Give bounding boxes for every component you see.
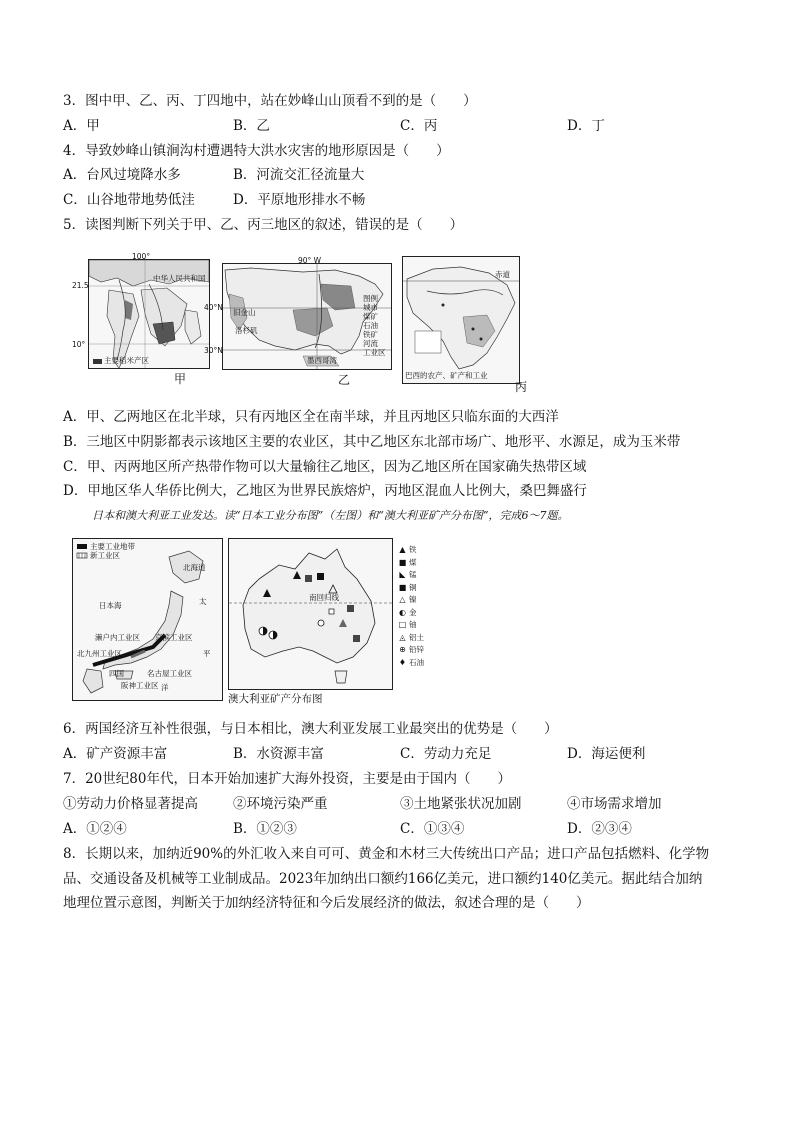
legend-lead-zinc-label: 铅锌: [409, 645, 424, 654]
map-yi: [222, 263, 392, 370]
australia-legend: [398, 544, 424, 669]
map-yi-legend: [363, 294, 386, 357]
japan-legend-new: 新工业区: [90, 551, 120, 560]
q7-option-c[interactable]: C．①③④: [400, 821, 465, 837]
map-jia-lat2: 10°: [72, 340, 86, 349]
legend-lead-zinc: [398, 644, 424, 657]
japan-label-shikoku: 四国: [109, 669, 124, 678]
australia-mineral-map: [228, 538, 393, 690]
japan-label-keihin: 京滨工业区: [155, 633, 193, 642]
q6-option-b[interactable]: B．水资源丰富: [233, 746, 324, 762]
q7-stem: 7．20世纪80年代，日本开始加速扩大海外投资，主要是由于国内（ ）: [63, 771, 511, 787]
legend-oil: [398, 657, 424, 670]
q6-option-a[interactable]: A．矿产资源丰富: [63, 746, 168, 762]
australia-map-caption: 澳大利亚矿产分布图: [228, 693, 323, 705]
q4-option-d[interactable]: D．平原地形排水不畅: [233, 192, 366, 208]
legend-manganese: [398, 569, 424, 582]
q7-item-1: ①劳动力价格显著提高: [63, 796, 198, 812]
q7-item-3: ③土地紧张状况加剧: [400, 796, 522, 812]
map-jia-legend-text: 主要稻米产区: [104, 356, 149, 365]
japan-label-pacific-3: 洋: [161, 683, 169, 692]
q3-stem: 3．图中甲、乙、丙、丁四地中，站在妙峰山山顶看不到的是（ ）: [63, 93, 477, 109]
map-yi-lon: 90° W: [298, 256, 322, 265]
map-yi-legend-iron: 铁矿: [363, 330, 378, 339]
q7-option-d[interactable]: D．②③④: [567, 821, 632, 837]
legend-iron-label: 铁: [409, 545, 417, 554]
q5-stem: 5．读图判断下列关于甲、乙、丙三地区的叙述，错误的是（ ）: [63, 217, 464, 233]
legend-nickel: [398, 594, 424, 607]
legend-copper-label: 铜: [409, 582, 417, 592]
map-yi-caption: 乙: [338, 373, 351, 387]
q4-option-a[interactable]: A．台风过境降水多: [63, 167, 181, 183]
map-yi-place-la: 洛杉矶: [235, 326, 258, 335]
map-jia: [88, 259, 210, 369]
q3-option-a[interactable]: A．甲: [63, 118, 100, 134]
japan-label-nagoya: 名古屋工业区: [147, 669, 192, 678]
map-bing: [402, 256, 520, 384]
map-bing-equator: 赤道: [495, 270, 510, 279]
map-jia-caption: 甲: [174, 372, 187, 386]
map-yi-place-sf: 旧金山: [233, 308, 256, 317]
legend-bauxite-label: 铝土: [409, 632, 424, 642]
legend-uranium: [398, 619, 424, 632]
q3-option-c[interactable]: C．丙: [400, 118, 438, 134]
q5-option-a[interactable]: A．甲、乙两地区在北半球，只有丙地区全在南半球，并且丙地区只临东面的大西洋: [63, 409, 559, 425]
map-yi-legend-industry: 工业区: [363, 348, 386, 357]
map-bing-caption: 丙: [515, 380, 528, 394]
q6-option-d[interactable]: D．海运便利: [567, 746, 646, 762]
australia-map-graphic: [229, 539, 392, 689]
q3-option-d[interactable]: D．丁: [567, 118, 605, 134]
flag-icon: ◣: [399, 570, 406, 579]
q5-option-d[interactable]: D．甲地区华人华侨比例大，乙地区为世界民族熔炉，丙地区混血人比例大，桑巴舞盛行: [63, 483, 587, 499]
triangle-outline-icon: △: [399, 595, 406, 604]
legend-gold: [398, 607, 424, 620]
q5-option-c[interactable]: C．甲、丙两地区所产热带作物可以大量输往乙地区，因为乙地区所在国家确失热带区域: [63, 459, 587, 475]
triangle-dot-icon: ◬: [399, 632, 406, 642]
japan-label-hanshin: 阪神工业区: [121, 681, 159, 690]
q4-option-c[interactable]: C．山谷地带地势低洼: [63, 192, 195, 208]
map-yi-lat2: 30°N: [204, 346, 223, 355]
map-jia-lon: 100°: [132, 252, 151, 261]
map-yi-legend-city: 城市: [363, 303, 378, 312]
map-yi-lat1: 40°N: [204, 303, 223, 312]
square-filled-icon: ■: [398, 557, 407, 567]
japan-label-pacific-2: 平: [203, 649, 211, 658]
square-outline-icon: □: [398, 620, 407, 629]
map-yi-place-gulf: 墨西哥湾: [307, 356, 337, 365]
japan-label-sea: 日本海: [99, 601, 122, 610]
q5-option-b[interactable]: B．三地区中阴影都表示该地区主要的农业区，其中乙地区东北部市场广、地形平、水源足，成为玉米带: [63, 434, 681, 450]
q8-line-3: 地理位置示意图，判断关于加纳经济特征和今后发展经济的做法，叙述合理的是（ ）: [63, 895, 590, 911]
australia-tropic-label: 南回归线: [309, 593, 339, 602]
legend-nickel-label: 镍: [409, 595, 417, 604]
q6-stem: 6．两国经济互补性很强，与日本相比，澳大利亚发展工业最突出的优势是（ ）: [63, 721, 558, 737]
map-jia-lat1: 21.5: [72, 281, 89, 290]
japan-label-hokkaido: 北海道: [183, 563, 206, 572]
legend-gold-label: 金: [409, 607, 417, 617]
legend-iron: [398, 544, 424, 557]
q7-item-4: ④市场需求增加: [567, 796, 662, 812]
japan-label-kitakyushu: 北九州工业区: [77, 649, 122, 658]
map-yi-legend-title: 图例: [363, 294, 378, 303]
triangle-filled-icon: ▲: [399, 545, 406, 554]
japan-legend-main: 主要工业地带: [90, 542, 135, 551]
japan-legend-swatch-main: [77, 544, 87, 549]
legend-coal: [398, 557, 424, 570]
legend-uranium-label: 铀: [409, 620, 417, 629]
japan-industry-map: [72, 538, 223, 701]
q7-item-2: ②环境污染严重: [233, 796, 328, 812]
half-circle-icon: ◐: [399, 607, 406, 617]
q7-option-b[interactable]: B．①②③: [233, 821, 297, 837]
legend-bauxite: [398, 632, 424, 645]
q6-option-c[interactable]: C．劳动力充足: [400, 746, 492, 762]
map-yi-legend-coal: 煤矿: [363, 312, 378, 321]
q8-line-2: 品、交通设备及机械等工业制成品。2023年加纳出口额约166亿美元，进口额约140亿美元。据此结合加纳: [63, 871, 703, 887]
drop-icon: ♦: [398, 657, 407, 667]
legend-manganese-label: 锰: [409, 570, 417, 579]
square-black-icon: ■: [398, 582, 407, 592]
q3-option-b[interactable]: B．乙: [233, 118, 270, 134]
legend-oil-label: 石油: [409, 657, 424, 667]
map-yi-legend-river: 河流: [363, 339, 378, 348]
q6-7-lead: 日本和澳大利亚工业发达。读“日本工业分布图”（左图）和“澳大利亚矿产分布图”，完成6～7题。: [92, 509, 569, 522]
japan-label-setouchi: 濑户内工业区: [95, 633, 140, 642]
map-jia-legend-swatch: [93, 359, 102, 364]
legend-copper: [398, 582, 424, 595]
legend-coal-label: 煤: [409, 557, 417, 567]
q4-option-b[interactable]: B．河流交汇径流量大: [233, 167, 365, 183]
map-jia-inset-label: 中华人民共和国: [153, 274, 206, 283]
map-jia-legend: [93, 356, 149, 365]
q8-line-1: 8．长期以来，加纳近90%的外汇收入来自可可、黄金和木材三大传统出口产品；进口产品包括燃料、化学物: [63, 846, 710, 862]
circle-cross-icon: ⊕: [399, 645, 406, 654]
q4-stem: 4．导致妙峰山镇涧沟村遭遇特大洪水灾害的地形原因是（ ）: [63, 143, 450, 159]
map-yi-legend-oil: 石油: [363, 321, 378, 330]
map-bing-legend: 巴西的农产、矿产和工业: [405, 371, 488, 380]
q7-option-a[interactable]: A．①②④: [63, 821, 127, 837]
japan-label-pacific-1: 太: [199, 597, 207, 606]
